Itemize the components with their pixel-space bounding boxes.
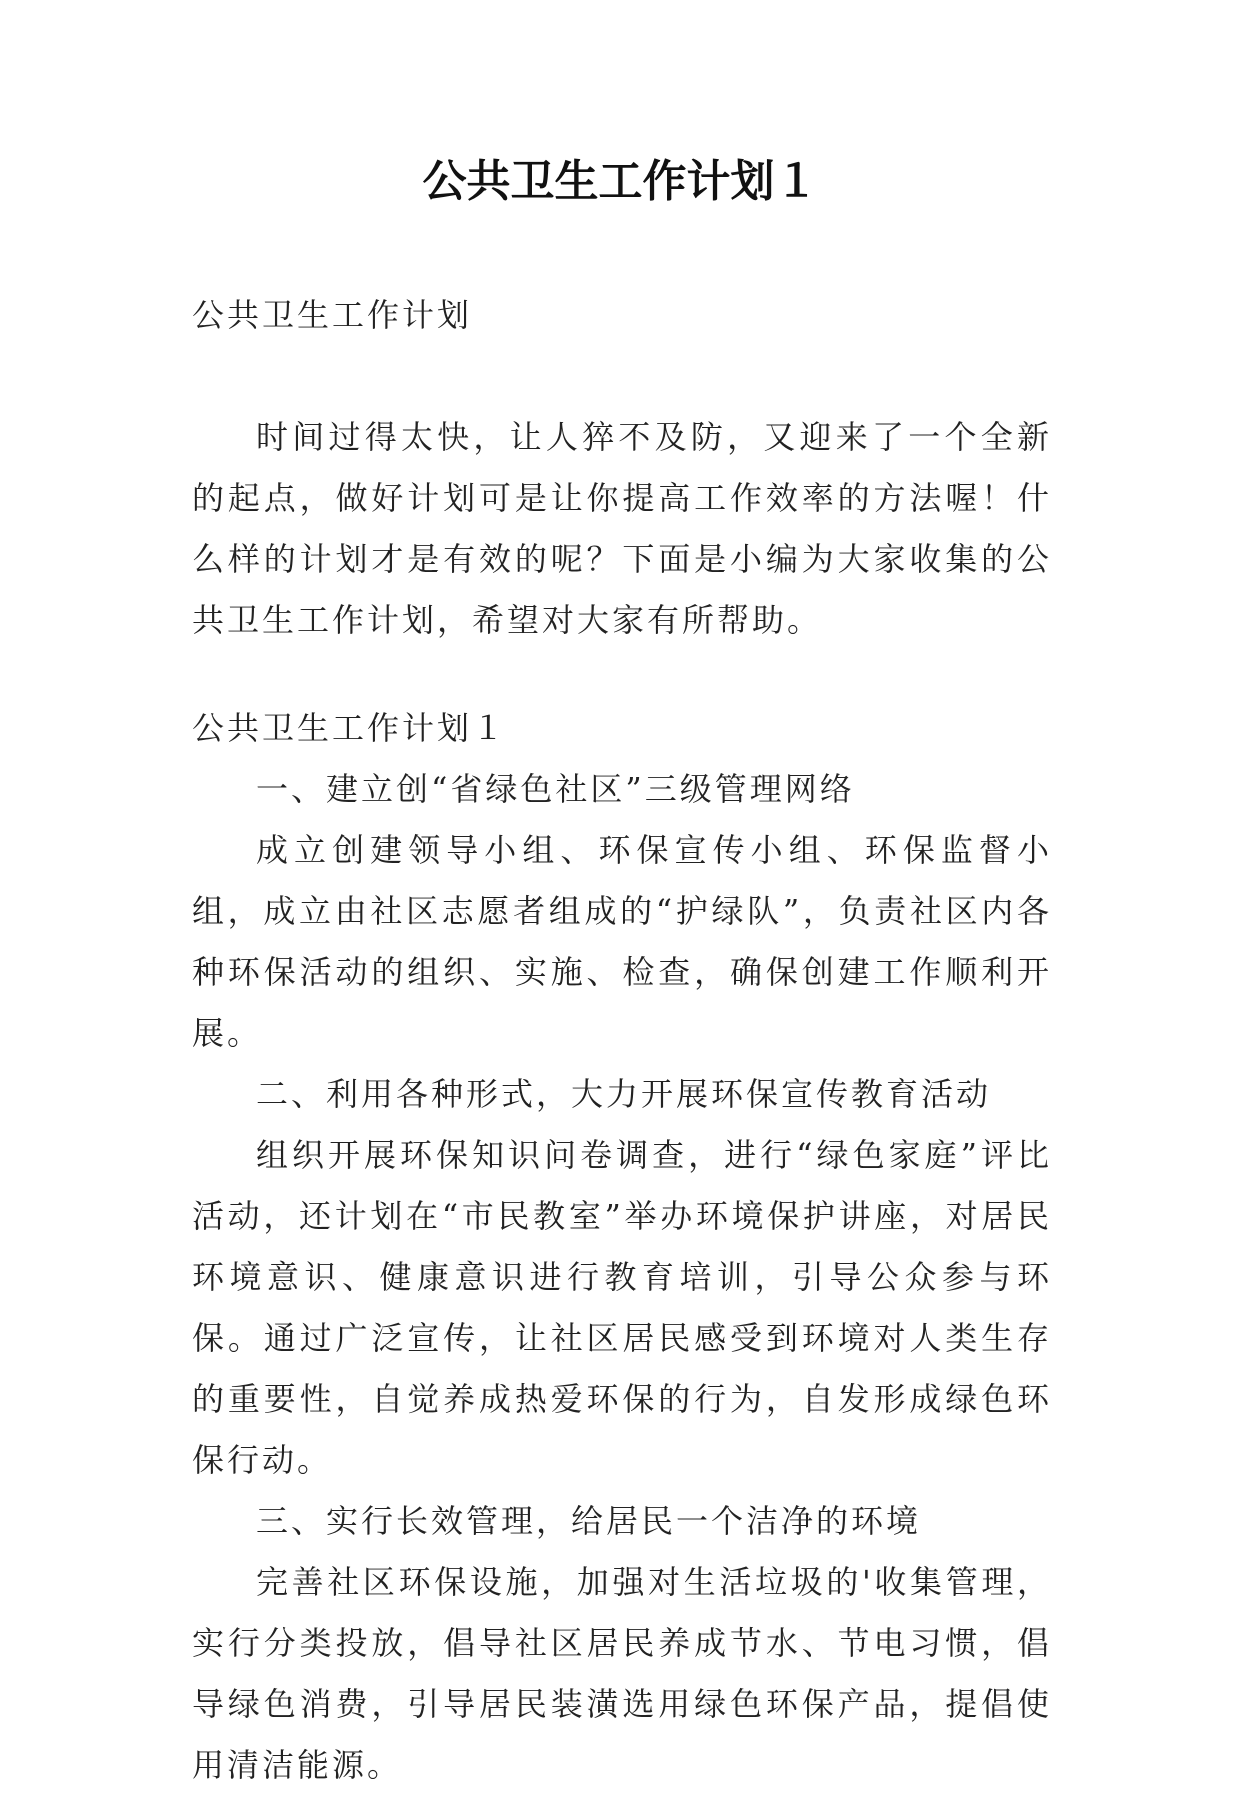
document-body — [192, 285, 1052, 1796]
document-title: 公共卫生工作计划１ — [422, 156, 819, 207]
intro-paragraph: 时间过得太快，让人猝不及防，又迎来了一个全新的起点，做好计划可是让你提高工作效率的方法喔！什么样的计划才是有效的呢？下面是小编为大家收集的公共卫生工作计划，希望对大家有所帮助。 — [192, 418, 1052, 639]
section-title: 公共卫生工作计划１ — [192, 709, 508, 747]
heading-1: 一、建立创“省绿色社区”三级管理网络 — [256, 770, 855, 808]
spacer — [192, 651, 1052, 698]
document-subtitle: 公共卫生工作计划 — [192, 296, 473, 334]
paragraph-3: 完善社区环保设施，加强对生活垃圾的'收集管理，实行分类投放，倡导社区居民养成节水、节电习惯，倡导绿色消费，引导居民装潢选用绿色环保产品，提倡使用清洁能源。 — [192, 1563, 1052, 1784]
paragraph-1: 成立创建领导小组、环保宣传小组、环保监督小组，成立由社区志愿者组成的“护绿队”，负责社区内各种环保活动的组织、实施、检查，确保创建工作顺利开展。 — [192, 831, 1052, 1052]
paragraph-2: 组织开展环保知识问卷调查，进行“绿色家庭”评比活动，还计划在“市民教室”举办环境保护讲座，对居民环境意识、健康意识进行教育培训，引导公众参与环保。通过广泛宣传，让社区居民感受到环境对人类生存的重要性，自觉养成热爱环保的行为，自发形成绿色环保行动。 — [192, 1136, 1052, 1479]
heading-2: 二、利用各种形式，大力开展环保宣传教育活动 — [256, 1075, 992, 1113]
heading-3: 三、实行长效管理，给居民一个洁净的环境 — [256, 1502, 922, 1540]
spacer — [192, 346, 1052, 407]
